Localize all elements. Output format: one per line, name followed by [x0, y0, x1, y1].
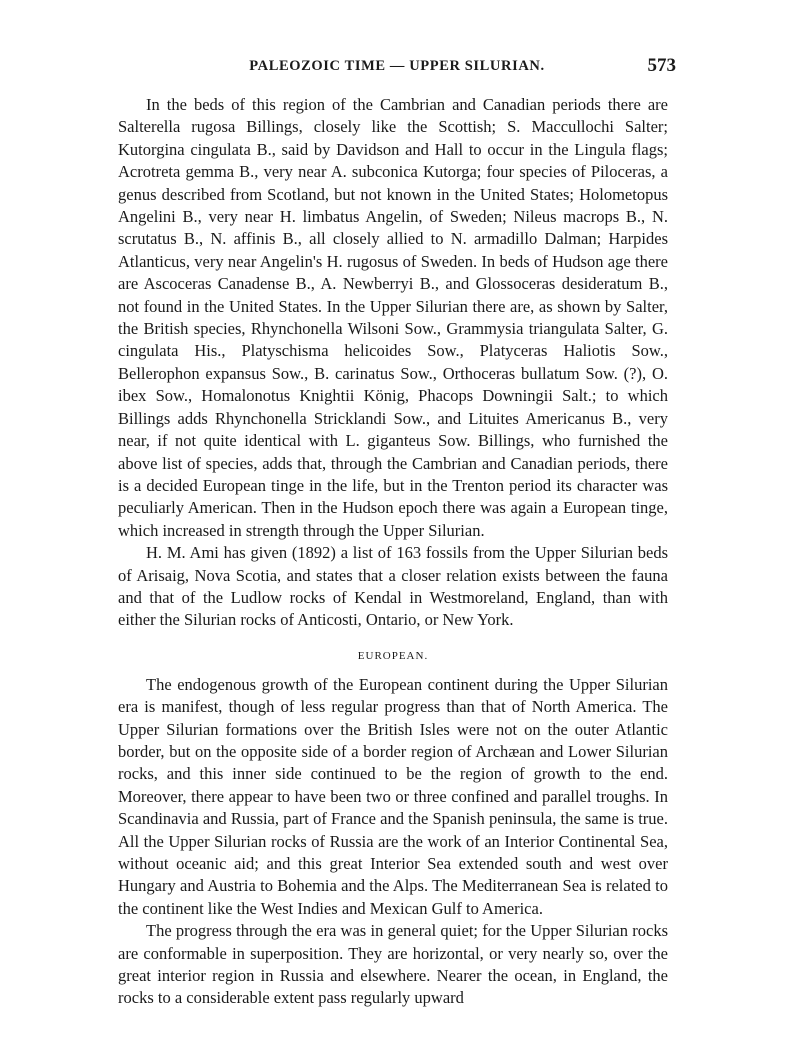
running-head: PALEOZOIC TIME — UPPER SILURIAN. [249, 58, 545, 74]
page-number: 573 [647, 55, 676, 76]
paragraph-european-growth: The endogenous growth of the European continent during the Upper Silurian era is manifest, though of less regular progress than that of North America. The Upper Silurian formations over the British Isles were not on the outer Atlantic border, but on the opposite side of a border region of Archæan and Lower Silurian rocks, and this inner side continued to be the region of growth to the end. Moreover, there appear to have been two or three confined and parallel troughs. In Scandinavia and Russia, part of France and the Spanish peninsula, the same is true. All the Upper Silurian rocks of Russia are the work of an Interior Continental Sea, without oceanic aid; and this great Interior Sea extended south and west over Hungary and Austria to Bohemia and the Alps. The Mediterranean Sea is related to the continent like the West Indies and Mexican Gulf to America. [118, 674, 668, 918]
paragraph-cambrian-canadian-fossils: In the beds of this region of the Cambrian and Canadian periods there are Salterella rugosa Billings, closely like the Scottish; S. Maccullochi Salter; Kutorgina cingulata B., said by Davidson and Hall to occur in the Lingula flags; Acrotreta gemma B., very near A. subconica Kutorga; four species of Piloceras, a genus described from Scotland, but not known in the United States; Holometopus Angelini B., very near H. limbatus Angelin, of Sweden; Nileus macrops B., N. scrutatus B., N. affinis B., all closely allied to N. armadillo Dalman; Harpides Atlanticus, very near Angelin's H. rugosus of Sweden. In beds of Hudson age there are Ascoceras Canadense B., A. Newberryi B., and Glossoceras desideratum B., not found in the United States. In the Upper Silurian there are, as shown by Salter, the British species, Rhynchonella Wilsoni Sow., Grammysia triangulata Salter, G. cingulata His., Platyschisma helicoides Sow., Platyceras Haliotis Sow., Bellerophon expansus Sow., B. carinatus Sow., Orthoceras bullatum Sow. (?), O. ibex Sow., Homalonotus Knightii König, Phacops Downingii Salt.; to which Billings adds Rhynchonella Stricklandi Sow., and Lituites Americanus B., very near, if not quite identical with L. giganteus Sow. Billings, who furnished the above list of species, adds that, through the Cambrian and Canadian periods, there is a decided European tinge in the life, but in the Trenton period its character was peculiarly American. Then in the Hudson epoch there was again a European tinge, which increased in strength through the Upper Silurian. [118, 95, 668, 540]
page-header [118, 55, 676, 82]
paragraph-progress-through-era: The progress through the era was in general quiet; for the Upper Silurian rocks are conformable in superposition. They are horizontal, or very nearly so, over the great interior region in Russia and elsewhere. Nearer the ocean, in England, the rocks to a considerable extent pass regularly upward [118, 921, 668, 1008]
body-text [118, 94, 668, 1010]
paragraph-ami-arisaig: H. M. Ami has given (1892) a list of 163 fossils from the Upper Silurian beds of Arisaig, Nova Scotia, and states that a closer relation exists between the fauna and that of the Ludlow rocks of Kendal in Westmoreland, England, than with either the Silurian rocks of Anticosti, Ontario, or New York. [118, 543, 668, 630]
section-heading-european: EUROPEAN. [357, 649, 429, 662]
